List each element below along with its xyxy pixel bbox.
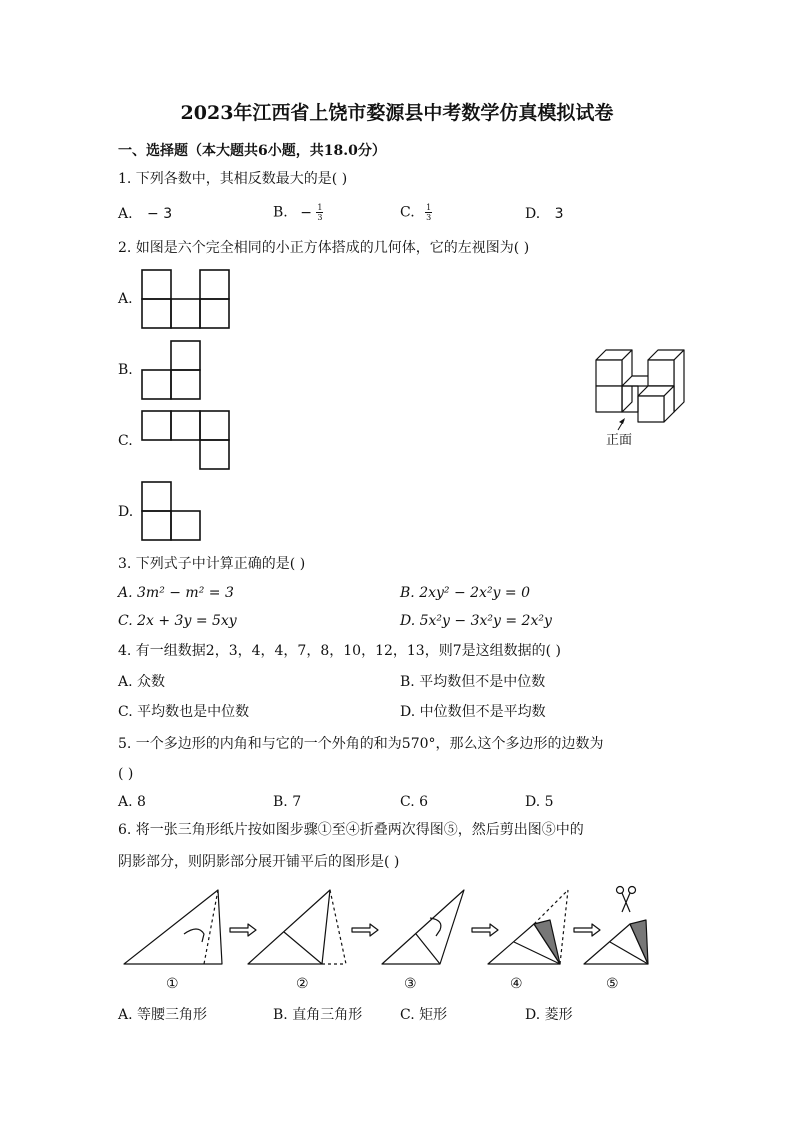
q6-option-d[interactable]: D. 菱形 [525,1007,573,1023]
q2-front-label: 正面 [606,433,633,448]
q6-option-a[interactable]: A. 等腰三角形 [118,1007,208,1023]
q6-folding-steps-figure [118,884,674,990]
q5-option-b[interactable]: B. 7 [273,794,302,810]
q3-option-d[interactable]: D. 5x²y − 3x²y = 2x²y [400,613,552,629]
q3-option-a[interactable]: A. 3m² − m² = 3 [118,585,234,601]
q1-option-b-numerator: 1 [317,203,323,212]
question-3-stem: 3. 下列式子中计算正确的是( ) [118,556,306,572]
q1-option-c-label: C. [400,204,415,221]
q6-step-4-label: ④ [510,976,523,992]
q2-option-b-label[interactable]: B. [118,362,133,378]
q2-option-c-label[interactable]: C. [118,433,133,449]
q1-option-b-sign: − [300,204,312,221]
section-heading: 一、选择题（本大题共6小题，共18.0分） [118,143,386,159]
q6-option-b[interactable]: B. 直角三角形 [273,1007,363,1023]
q4-option-b[interactable]: B. 平均数但不是中位数 [400,674,546,690]
q4-option-a[interactable]: A. 众数 [118,674,166,690]
q2-solid-figure [588,342,688,454]
q1-option-a-value: − 3 [147,206,173,222]
q4-option-d[interactable]: D. 中位数但不是平均数 [400,704,546,720]
q1-option-c-denominator: 3 [426,213,432,222]
question-5-stem-continued: ( ) [118,766,134,782]
question-6-stem: 6. 将一张三角形纸片按如图步骤①至④折叠两次得图⑤，然后剪出图⑤中的 [118,822,584,838]
q1-option-b-label: B. [273,204,288,221]
q1-option-d[interactable] [525,207,564,221]
q6-step-1-label: ① [166,976,179,992]
q2-option-c-figure [140,409,232,471]
q5-option-c[interactable]: C. 6 [400,794,429,810]
q1-option-d-label: D. [525,206,541,222]
q1-option-a[interactable] [118,207,172,221]
q1-option-b[interactable] [273,203,323,222]
q6-step-5-label: ⑤ [606,976,619,992]
q1-option-d-value: 3 [554,206,564,222]
q4-option-c[interactable]: C. 平均数也是中位数 [118,704,250,720]
q5-option-a[interactable]: A. 8 [118,794,146,810]
q3-option-c[interactable]: C. 2x + 3y = 5xy [118,613,237,629]
page-title: 2023年江西省上饶市婺源县中考数学仿真模拟试卷 [180,102,614,124]
q6-option-c[interactable]: C. 矩形 [400,1007,448,1023]
q1-option-c-numerator: 1 [426,203,432,212]
q2-option-a-label[interactable]: A. [118,291,133,307]
q2-option-d-figure [140,480,202,542]
q6-step-3-label: ③ [404,976,417,992]
question-2-stem: 2. 如图是六个完全相同的小正方体搭成的几何体，它的左视图为( ) [118,240,530,256]
q2-option-a-figure [140,268,232,330]
q5-option-d[interactable]: D. 5 [525,794,554,810]
q1-option-c[interactable] [400,203,432,222]
question-4-stem: 4. 有一组数据2，3，4，4，7，8，10，12，13，则7是这组数据的( ) [118,643,561,659]
q2-option-d-label[interactable]: D. [118,504,134,520]
question-5-stem: 5. 一个多边形的内角和与它的一个外角的和为570°，那么这个多边形的边数为 [118,736,604,752]
question-6-stem-continued: 阴影部分，则阴影部分展开铺平后的图形是( ) [118,854,400,870]
q2-option-b-figure [140,339,202,401]
question-1-stem: 1. 下列各数中，其相反数最大的是( ) [118,171,348,187]
q1-option-b-denominator: 3 [317,213,323,222]
q6-step-2-label: ② [296,976,309,992]
q1-option-a-label: A. [118,206,133,222]
q3-option-b[interactable]: B. 2xy² − 2x²y = 0 [400,585,531,601]
